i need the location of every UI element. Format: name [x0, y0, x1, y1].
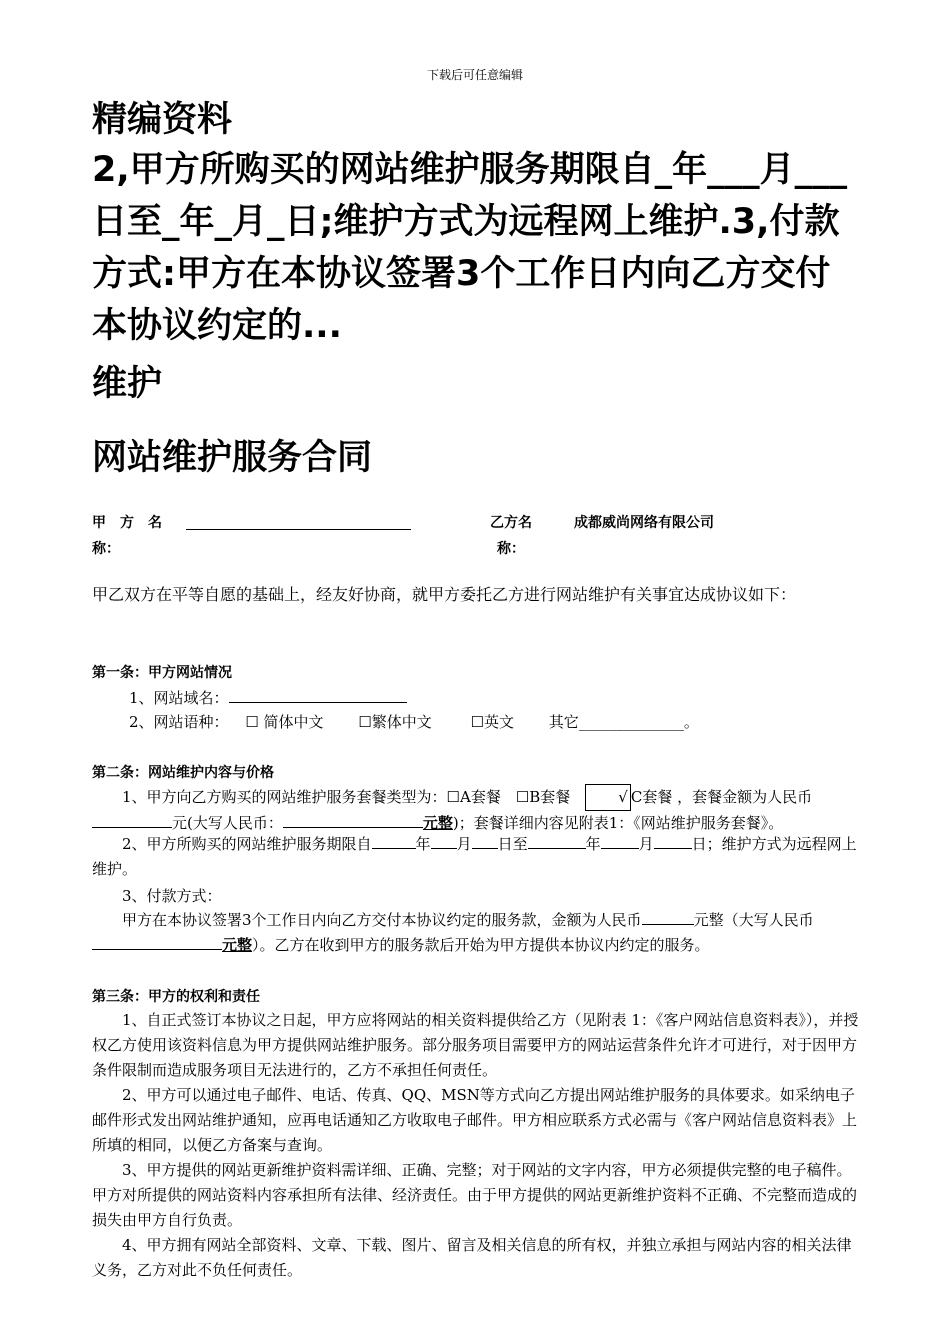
intro-paragraph: 甲乙双方在平等自愿的基础上，经友好协商，就甲方委托乙方进行网站维护有关事宜达成协议如下： [92, 585, 797, 604]
amount-field[interactable] [92, 811, 172, 828]
term-text: 2、甲方所购买的网站维护服务期限自 [122, 835, 372, 853]
term-end-year[interactable] [528, 832, 586, 849]
domain-row [129, 686, 407, 708]
to-label: 日至 [497, 835, 528, 853]
payment-method-label: 3、付款方式： [122, 887, 222, 905]
term-start-day[interactable] [472, 832, 498, 849]
payment-amount-field[interactable] [642, 908, 694, 925]
language-label: 2、网站语种： [129, 713, 229, 731]
party-a-name-field[interactable] [186, 513, 411, 534]
article-3-clause-1: 1、自正式签订本协议之日起，甲方应将网站的相关资料提供给乙方（见附表 1：《客户网站信息资料表》），并授权乙方使用该资料信息为甲方提供网站维护服务。部分服务项目需要甲方的网站运营条件允许才可进行，对于因甲方条件限制而造成服务项目无法进行的，乙方不承担任何责任。 [92, 1011, 859, 1079]
article-2-clause-1 [92, 784, 862, 836]
party-b-label-2: 称： [497, 541, 525, 557]
amount-caption: 元(大写人民币： [172, 814, 283, 832]
checkbox-english[interactable]: ☐英文 [470, 713, 515, 731]
amount-unit: 元整 [422, 814, 453, 832]
year-label: 年 [585, 835, 601, 853]
domain-field[interactable] [229, 686, 407, 703]
year-label: 年 [415, 835, 431, 853]
amount-words-field[interactable] [283, 811, 423, 828]
term-start-month[interactable] [431, 832, 457, 849]
payment-caption: 元整（大写人民币 [693, 911, 814, 929]
payment-service-text: ）。乙方在收到甲方的服务款后开始为甲方提供本协议内约定的服务。 [252, 936, 710, 954]
period: 。 [683, 713, 699, 731]
package-options[interactable]: 1、甲方向乙方购买的网站维护服务套餐类型为：☐A套餐 ☐B套餐 [122, 788, 586, 806]
article-2-clause-2 [92, 832, 862, 882]
term-end-month[interactable] [601, 832, 639, 849]
article-3-clause-4: 4、甲方拥有网站全部资料、文章、下载、图片、留言及相关信息的所有权，并独立承担与网站内容的相关法律义务，乙方对此不负任何责任。 [92, 1236, 852, 1279]
contract-title: 网站维护服务合同 [92, 438, 373, 478]
party-b-label: 乙方名 [490, 515, 532, 531]
payment-words-field[interactable] [92, 933, 222, 950]
domain-label: 1、网站域名： [129, 689, 229, 707]
article-2-title: 第二条：网站维护内容与价格 [92, 765, 274, 781]
payment-text: 甲方在本协议签署3个工作日内向乙方交付本协议约定的服务款，金额为人民币 [122, 911, 642, 929]
checked-box[interactable]: √ [585, 784, 631, 811]
summary-heading: 2,甲方所购买的网站维护服务期限自_年___月___日至_年_月_日;维护方式为远程网上维护.3,付款方式:甲方在本协议签署3个工作日内向乙方交付本协议约定的... [92, 150, 848, 346]
month-label: 月 [638, 835, 654, 853]
section-heading: 维护 [92, 364, 163, 404]
article-3-clause-2: 2、甲方可以通过电子邮件、电话、传真、QQ、MSN等方式向乙方提出网站维护服务的具体要求。如采纳电子邮件形式发出网站维护通知，应再电话通知乙方收取电子邮件。甲方相应联系方式必需与《客户网站信息资料表》上所填的相同，以便乙方备案与查询。 [92, 1086, 858, 1154]
article-2-clause-3 [92, 908, 862, 958]
term-end-day[interactable] [654, 832, 692, 849]
month-label: 月 [456, 835, 472, 853]
article-3-clause-3: 3、甲方提供的网站更新维护资料需详细、正确、完整；对于网站的文字内容，甲方必须提供完整的电子稿件。甲方对所提供的网站资料内容承担所有法律、经济责任。由于甲方提供的网站更新维护资料不正确、不完整而造成的损失由甲方自行负责。 [92, 1161, 858, 1229]
article-1-title: 第一条：甲方网站情况 [92, 665, 232, 681]
package-c-label: C套餐 ，套餐金额为人民币 [630, 788, 813, 806]
other-language-label: 其它 [548, 713, 579, 731]
checkbox-traditional-chinese[interactable]: ☐繁体中文 [358, 713, 432, 731]
maintenance-method-text: 日；维护方式为远程网上维护。 [92, 835, 857, 878]
payment-unit: 元整 [222, 936, 253, 954]
article-3-title: 第三条：甲方的权利和责任 [92, 989, 260, 1005]
package-appendix-text: )；套餐详细内容见附表1：《网站维护服务套餐》。 [452, 814, 784, 832]
page-header-note: 下载后可任意编辑 [426, 68, 523, 82]
party-a-label-2: 称： [92, 541, 120, 557]
term-start-year[interactable] [372, 832, 416, 849]
other-language-field[interactable]: ______________ [578, 713, 684, 731]
party-b-name: 成都威尚网络有限公司 [574, 515, 714, 531]
language-row [129, 711, 699, 732]
doc-label: 精编资料 [92, 100, 233, 140]
party-a-label: 甲 方 名 [92, 515, 162, 531]
checkbox-simplified-chinese[interactable]: ☐ 简体中文 [245, 713, 324, 731]
